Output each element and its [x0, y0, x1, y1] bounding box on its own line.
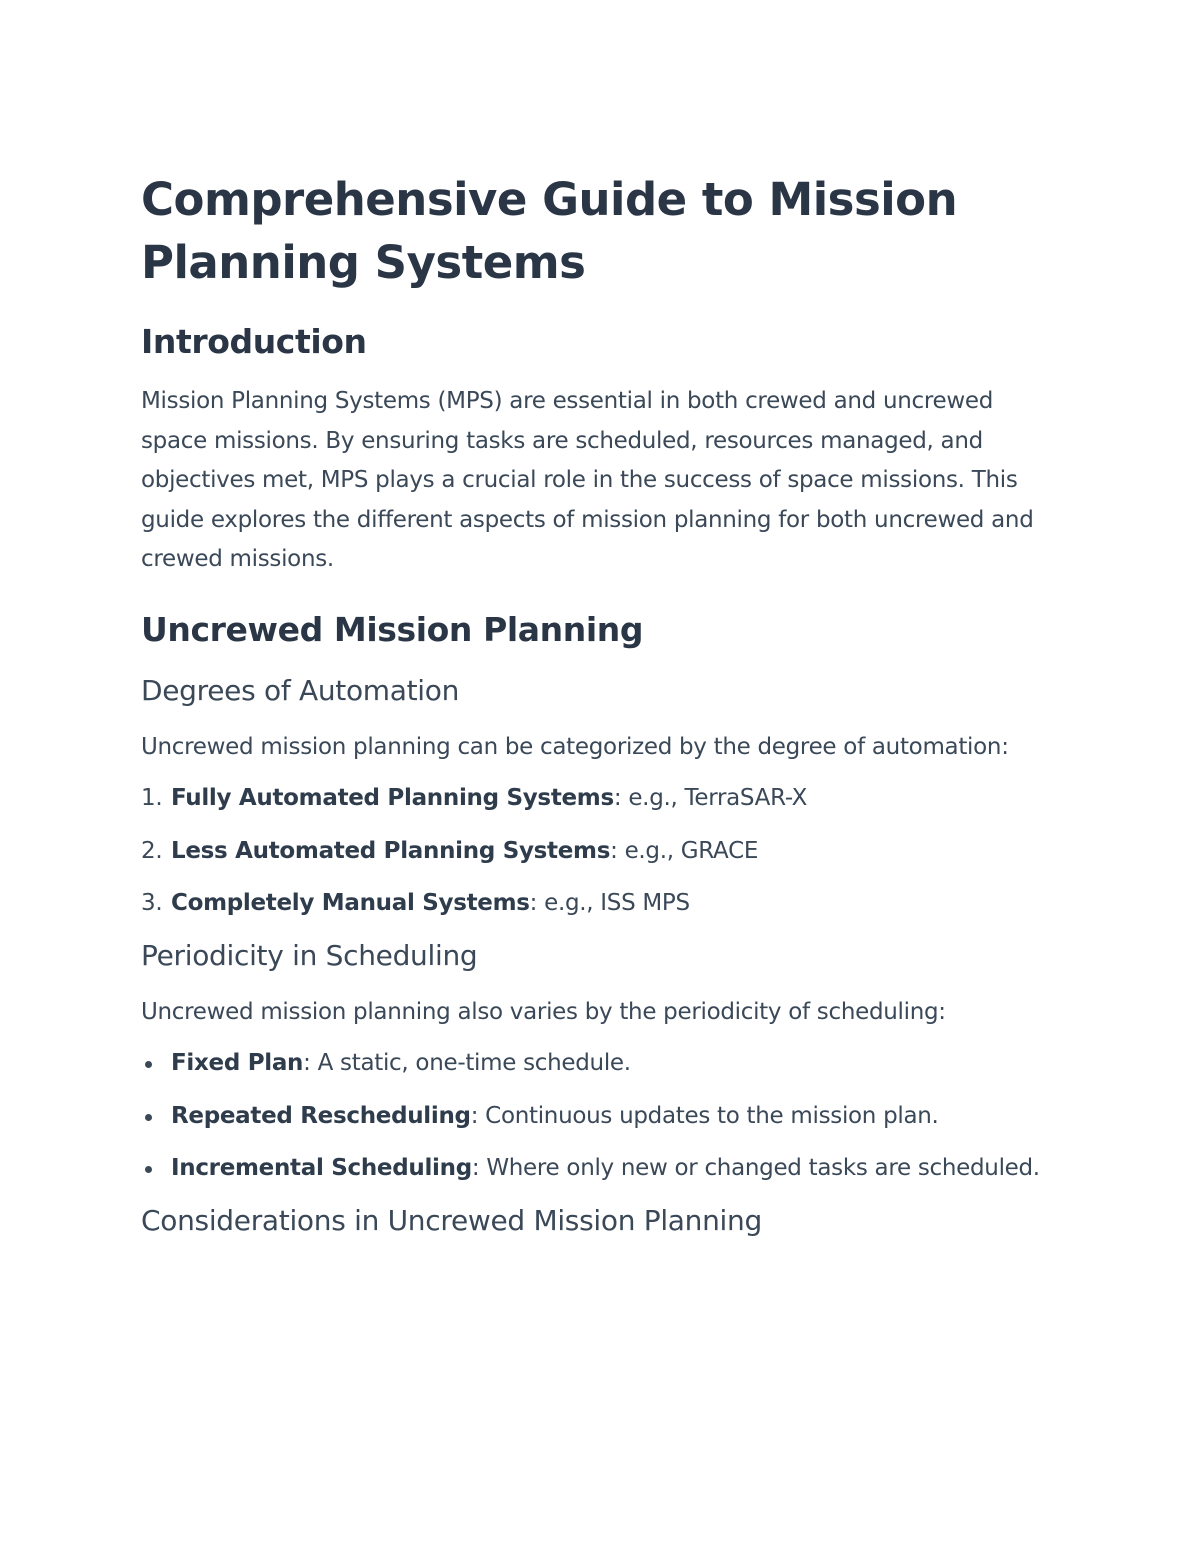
document-page — [141, 168, 1041, 1240]
list-item-term: Fixed Plan — [171, 1050, 304, 1076]
introduction-paragraph: Mission Planning Systems (MPS) are essential in both crewed and uncrewed space missions. By ensuring tasks are scheduled, resources managed, and objectives met, MPS plays a crucial role in the success of space missions. This guide explores the different aspects of mission planning for both uncrewed and crewed missions. — [141, 388, 1034, 572]
list-item-term: Less Automated Planning Systems — [171, 837, 611, 864]
introduction-heading: Introduction — [141, 322, 367, 361]
list-item-text: : Where only new or changed tasks are scheduled. — [471, 1155, 1040, 1181]
list-item — [141, 832, 1041, 872]
list-item — [141, 1044, 1041, 1084]
bullet-icon — [145, 1061, 152, 1068]
list-item-term: Incremental Scheduling — [171, 1155, 472, 1181]
list-number: 1. — [141, 785, 163, 811]
automation-heading: Degrees of Automation — [141, 673, 460, 707]
list-item-text: : e.g., ISS MPS — [529, 890, 690, 916]
list-number: 2. — [141, 837, 163, 864]
automation-paragraph: Uncrewed mission planning can be categorized by the degree of automation: — [141, 733, 1009, 760]
periodicity-paragraph: Uncrewed mission planning also varies by the periodicity of scheduling: — [141, 998, 946, 1025]
automation-list — [141, 779, 1041, 924]
list-item-term: Fully Automated Planning Systems — [171, 785, 614, 811]
considerations-heading: Considerations in Uncrewed Mission Planning — [141, 1203, 762, 1237]
list-item-text: : e.g., GRACE — [610, 837, 759, 864]
bullet-icon — [145, 1166, 152, 1173]
periodicity-heading: Periodicity in Scheduling — [141, 938, 478, 972]
uncrewed-heading: Uncrewed Mission Planning — [141, 609, 644, 649]
list-item-term: Repeated Rescheduling — [171, 1102, 471, 1129]
list-item-text: : Continuous updates to the mission plan. — [470, 1102, 939, 1129]
list-item-text: : e.g., TerraSAR-X — [613, 785, 808, 811]
list-item — [141, 1149, 1041, 1189]
list-item — [141, 884, 1041, 924]
periodicity-list — [141, 1044, 1041, 1189]
list-item-text: : A static, one-time schedule. — [303, 1050, 631, 1076]
list-item — [141, 779, 1041, 819]
list-number: 3. — [141, 890, 163, 916]
list-item-term: Completely Manual Systems — [171, 890, 530, 916]
document-title: Comprehensive Guide to Mission Planning Systems — [141, 173, 958, 289]
bullet-icon — [145, 1114, 152, 1121]
list-item — [141, 1097, 1041, 1137]
